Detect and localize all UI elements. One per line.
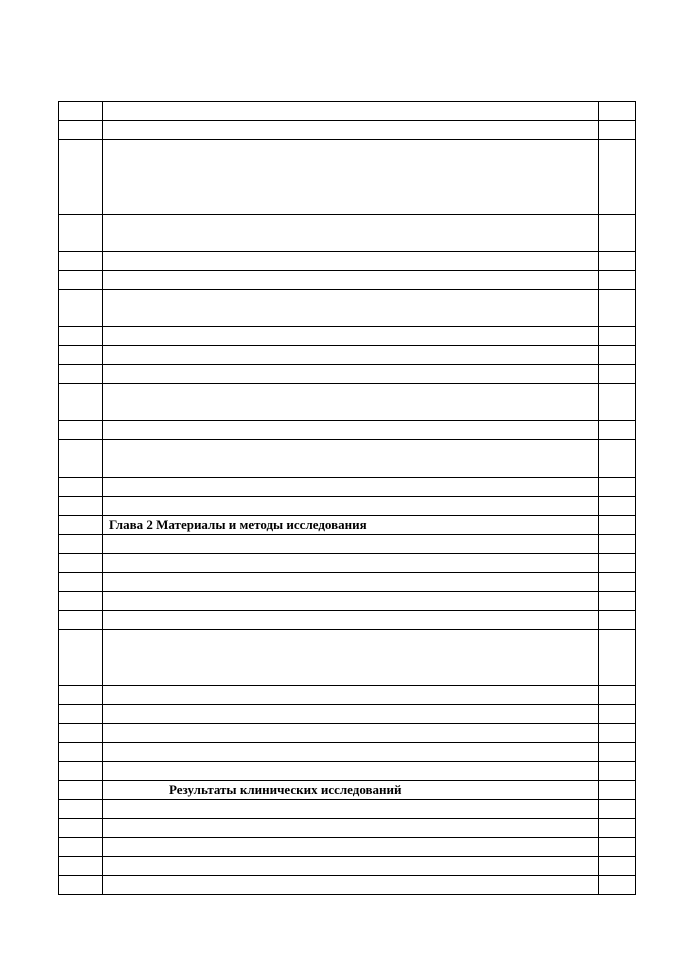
contents-num-cell <box>59 724 103 743</box>
contents-row <box>59 497 636 516</box>
contents-title-cell <box>103 743 599 762</box>
contents-title-cell <box>103 876 599 895</box>
contents-title-cell <box>103 384 599 421</box>
contents-title-cell <box>103 592 599 611</box>
contents-num-cell <box>59 876 103 895</box>
contents-title-cell <box>103 346 599 365</box>
contents-row <box>59 271 636 290</box>
contents-row <box>59 365 636 384</box>
contents-page-cell <box>599 497 636 516</box>
contents-title-cell <box>103 478 599 497</box>
contents-row <box>59 140 636 215</box>
contents-row <box>59 215 636 252</box>
contents-page-cell <box>599 440 636 478</box>
contents-row <box>59 535 636 554</box>
contents-page-cell <box>599 838 636 857</box>
contents-num-cell <box>59 743 103 762</box>
contents-page-cell <box>599 535 636 554</box>
contents-page-cell <box>599 384 636 421</box>
contents-num-cell <box>59 290 103 327</box>
contents-num-cell <box>59 327 103 346</box>
contents-row <box>59 121 636 140</box>
contents-title-cell <box>103 421 599 440</box>
contents-num-cell <box>59 800 103 819</box>
contents-page-cell <box>599 630 636 686</box>
contents-row <box>59 384 636 421</box>
contents-title-cell <box>103 573 599 592</box>
contents-num-cell <box>59 140 103 215</box>
contents-page-cell <box>599 271 636 290</box>
contents-page-cell <box>599 478 636 497</box>
contents-page-cell <box>599 346 636 365</box>
contents-page-cell <box>599 819 636 838</box>
contents-row <box>59 781 636 800</box>
contents-page-cell <box>599 876 636 895</box>
contents-title-cell <box>103 102 599 121</box>
contents-num-cell <box>59 535 103 554</box>
contents-title-cell <box>103 630 599 686</box>
contents-num-cell <box>59 346 103 365</box>
contents-title-cell <box>103 252 599 271</box>
contents-table <box>58 101 636 895</box>
contents-num-cell <box>59 421 103 440</box>
contents-title-cell <box>103 497 599 516</box>
contents-page-cell <box>599 743 636 762</box>
contents-num-cell <box>59 762 103 781</box>
contents-title-cell <box>103 686 599 705</box>
contents-num-cell <box>59 573 103 592</box>
contents-title-cell <box>103 724 599 743</box>
contents-page-cell <box>599 290 636 327</box>
contents-num-cell <box>59 384 103 421</box>
contents-row <box>59 440 636 478</box>
contents-title-cell <box>103 800 599 819</box>
contents-page-cell <box>599 724 636 743</box>
contents-page-cell <box>599 611 636 630</box>
contents-row <box>59 686 636 705</box>
contents-num-cell <box>59 102 103 121</box>
contents-row <box>59 478 636 497</box>
contents-num-cell <box>59 516 103 535</box>
contents-num-cell <box>59 611 103 630</box>
contents-page-cell <box>599 554 636 573</box>
contents-table-body <box>59 102 636 895</box>
contents-num-cell <box>59 592 103 611</box>
contents-row <box>59 857 636 876</box>
contents-row <box>59 724 636 743</box>
contents-num-cell <box>59 121 103 140</box>
contents-num-cell <box>59 819 103 838</box>
contents-page-cell <box>599 516 636 535</box>
contents-num-cell <box>59 497 103 516</box>
contents-title-cell: Глава 2 Материалы и методы исследования <box>103 516 599 535</box>
contents-page-cell <box>599 857 636 876</box>
contents-row <box>59 327 636 346</box>
contents-page-cell <box>599 781 636 800</box>
contents-title-cell <box>103 140 599 215</box>
contents-row <box>59 705 636 724</box>
contents-title-cell: Результаты клинических исследований <box>103 781 599 800</box>
contents-row <box>59 573 636 592</box>
contents-row <box>59 346 636 365</box>
contents-row <box>59 800 636 819</box>
contents-row <box>59 554 636 573</box>
contents-page-cell <box>599 140 636 215</box>
contents-title-cell <box>103 705 599 724</box>
contents-page-cell <box>599 705 636 724</box>
contents-title-cell <box>103 838 599 857</box>
contents-title-cell <box>103 440 599 478</box>
contents-num-cell <box>59 365 103 384</box>
contents-page-cell <box>599 573 636 592</box>
contents-num-cell <box>59 705 103 724</box>
contents-row <box>59 592 636 611</box>
contents-num-cell <box>59 554 103 573</box>
contents-row <box>59 876 636 895</box>
contents-num-cell <box>59 478 103 497</box>
contents-page-cell <box>599 592 636 611</box>
contents-page-cell <box>599 215 636 252</box>
contents-row <box>59 743 636 762</box>
contents-num-cell <box>59 440 103 478</box>
contents-row <box>59 516 636 535</box>
contents-page-cell <box>599 421 636 440</box>
contents-title-cell <box>103 535 599 554</box>
contents-num-cell <box>59 781 103 800</box>
contents-page-cell <box>599 121 636 140</box>
contents-page-cell <box>599 252 636 271</box>
contents-page-cell <box>599 102 636 121</box>
contents-row <box>59 421 636 440</box>
contents-row <box>59 819 636 838</box>
contents-title-cell <box>103 857 599 876</box>
contents-num-cell <box>59 838 103 857</box>
contents-num-cell <box>59 630 103 686</box>
contents-page-cell <box>599 327 636 346</box>
contents-title-cell <box>103 819 599 838</box>
contents-row <box>59 838 636 857</box>
contents-row <box>59 102 636 121</box>
contents-page-cell <box>599 800 636 819</box>
contents-num-cell <box>59 215 103 252</box>
contents-title-cell <box>103 215 599 252</box>
contents-page-cell <box>599 686 636 705</box>
contents-page-cell <box>599 365 636 384</box>
contents-title-cell <box>103 271 599 290</box>
contents-title-cell <box>103 365 599 384</box>
contents-num-cell <box>59 857 103 876</box>
contents-num-cell <box>59 271 103 290</box>
contents-row <box>59 252 636 271</box>
contents-title-cell <box>103 611 599 630</box>
contents-page-cell <box>599 762 636 781</box>
contents-row <box>59 290 636 327</box>
contents-num-cell <box>59 252 103 271</box>
contents-row <box>59 630 636 686</box>
contents-title-cell <box>103 554 599 573</box>
contents-title-cell <box>103 762 599 781</box>
contents-row <box>59 762 636 781</box>
contents-num-cell <box>59 686 103 705</box>
contents-title-cell <box>103 121 599 140</box>
contents-row <box>59 611 636 630</box>
contents-title-cell <box>103 327 599 346</box>
contents-title-cell <box>103 290 599 327</box>
